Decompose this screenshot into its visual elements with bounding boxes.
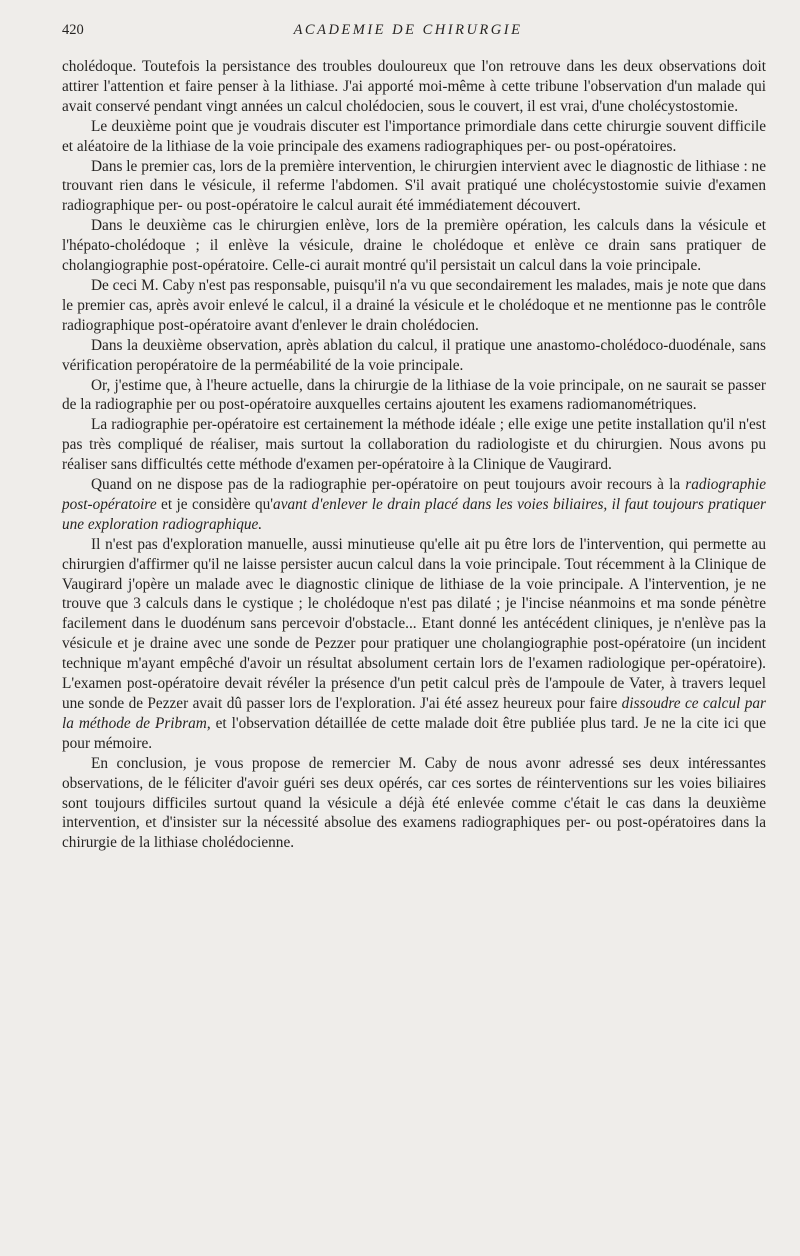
text-run: En conclusion, je vous propose de remercier M. Caby de nous avonr adressé ses deux intéressantes observations, de le féliciter d'avoir guéri ses deux opérés, car ces sortes de réinterventions sur les voies biliaires sont toujours difficiles surtout quand la vésicule a déjà été enlevée comme c'était le cas dans la deuxième intervention, et d'insister sur la nécessité absolue des examens radiographiques per- ou post-opératoires dans la chirurgie de la lithiase cholédocienne.: [62, 754, 766, 852]
paragraph: [62, 276, 766, 336]
text-run: Quand on ne dispose pas de la radiographie per-opératoire on peut toujours avoir recours à la: [91, 476, 686, 494]
paragraph: [62, 475, 766, 535]
italic-text: dissoudre ce calcul par la méthode de Pribram: [62, 695, 766, 732]
paragraph: [62, 117, 766, 157]
text-run: Dans le premier cas, lors de la première intervention, le chirurgien intervient avec le diagnostic de lithiase : ne trouvant rien dans le vésicule, il referme l'abdomen. S'il avait pratiqué une cholécystostomie suivie d'examen radiographique per- ou post-opératoire le calcul aurait été immédiatement découvert.: [62, 157, 766, 215]
paragraph: [62, 754, 766, 854]
paragraph: [62, 157, 766, 217]
journal-title: ACADEMIE DE CHIRURGIE: [293, 22, 523, 38]
text-run: De ceci M. Caby n'est pas responsable, puisqu'il n'a vu que secondairement les malades, mais je note que dans le premier cas, après avoir enlevé le calcul, il a drainé la vésicule et le cholédoque et ne mentionne pas le contrôle radiographique post-opératoire avant d'enlever le drain cholédocien.: [62, 276, 766, 334]
italic-text: avant d'enlever le drain placé dans les voies biliaires, il faut toujours pratiquer une exploration radiographique.: [62, 495, 766, 533]
paragraph: [62, 216, 766, 276]
text-run: Dans la deuxième observation, après ablation du calcul, il pratique une anastomo-cholédoco-duodénale, sans vérification peropératoire de la perméabilité de la voie principale.: [62, 336, 766, 374]
text-run: et je considère qu': [156, 495, 274, 513]
article-body: [62, 57, 766, 853]
text-run: Dans le deuxième cas le chirurgien enlève, lors de la première opération, les calculs dans la vésicule et l'hépato-cholédoque ; il enlève la vésicule, draine le cholédoque et enlève ce drain sans pratiquer de cholangiographie post-opératoire. Celle-ci aurait montré qu'il persistait un calcul dans la voie principale.: [62, 217, 766, 275]
paragraph: [62, 535, 766, 754]
text-run: cholédoque. Toutefois la persistance des troubles douloureux que l'on retrouve dans les deux observations doit attirer l'attention et faire penser à la lithiase. J'ai apporté moi-même à cette tribune l'observation d'un malade qui avait conservé pendant vingt années un calcul cholédocien, sous le couvert, il est vrai, d'une cholécystostomie.: [62, 58, 766, 115]
italic-text: radiographie post-opératoire: [62, 476, 766, 513]
text-run: , et l'observation détaillée de cette malade doit être publiée plus tard. Je ne la cite ici que pour mémoire.: [62, 714, 766, 752]
text-run: Il n'est pas d'exploration manuelle, aussi minutieuse qu'elle ait pu être lors de l'intervention, qui permette au chirurgien d'affirmer qu'il ne laisse persister aucun calcul dans la voie principale. Tout récemment à la Clinique de Vaugirard j'opère un malade avec le diagnostic clinique de lithiase de la voie principale. A l'intervention, je ne trouve que 3 calculs dans le cystique ; le cholédoque n'est pas dilaté ; je l'incise néanmoins et ma sonde pénètre facilement dans le duodénum sans percevoir d'obstacle... Etant donné les antécédent cliniques, je n'enlève pas la vésicule et je draine avec une sonde de Pezzer pour pratiquer une cholangiographie post-opératoire (un incident technique m'ayant empêché d'avoir un résultat absolument certain lors de l'examen radiologique per-opératoire). L'examen post-opératoire devait révéler la présence d'un petit calcul près de l'ampoule de Vater, à travers lequel une sonde de Pezzer avait dû passer lors de l'exploration. J'ai été assez heureux pour faire: [62, 535, 766, 712]
text-run: Le deuxième point que je voudrais discuter est l'importance primordiale dans cette chirurgie souvent difficile et aléatoire de la lithiase de la voie principale des examens radiographiques per- ou post-opératoires.: [62, 117, 766, 155]
page-number: 420: [62, 22, 84, 38]
running-header: [62, 22, 754, 44]
paragraph: [62, 415, 766, 475]
paragraph: [62, 376, 766, 416]
text-run: La radiographie per-opératoire est certainement la méthode idéale ; elle exige une petite installation qu'il n'est pas très compliqué de réaliser, mais surtout la collaboration du radiologiste et du chirurgien. Nous avons pu réaliser sans difficultés cette méthode d'examen per-opératoire à la Clinique de Vaugirard.: [62, 416, 766, 474]
paragraph: [62, 57, 766, 117]
paragraph: [62, 336, 766, 376]
text-run: Or, j'estime que, à l'heure actuelle, dans la chirurgie de la lithiase de la voie principale, on ne saurait se passer de la radiographie per ou post-opératoire auxquelles certains ajoutent les examens radiomanométriques.: [62, 376, 766, 414]
